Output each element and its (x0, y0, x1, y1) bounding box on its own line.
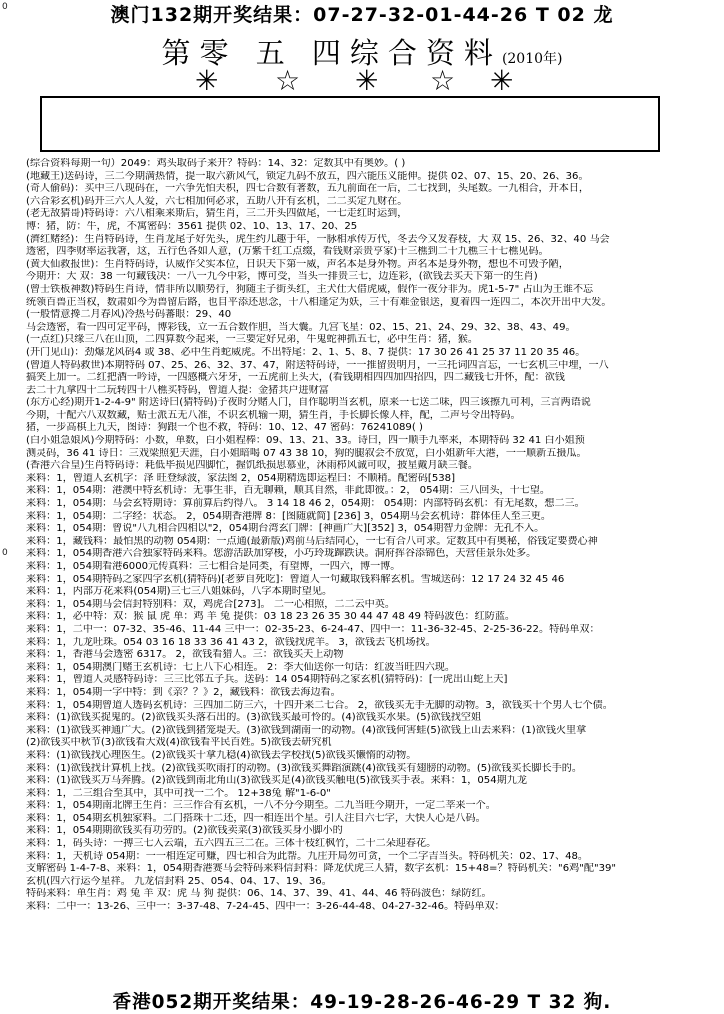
text-line: 来料：1，054期玄机独家料。二门搭珠十二还，四一相连出个星。引人注目六七字，大快人心是八码。 (26, 812, 486, 824)
outline-star-icon: ☆ (275, 64, 301, 97)
empty-frame-box (40, 96, 660, 152)
text-line: 来料：1，二三组合至其中，其中可找一二个。 12+38兔 解"1-6-0" (26, 787, 331, 799)
text-line: 来料：1，码头诗：一搏三七入云端，五六四五三二在。三体十枝红枫竹，二十二朵迎春花。 (26, 838, 437, 850)
text-line: 来料：(1)欲钱买捉鬼的。(2)欲钱买头落石出的。(3)欲钱买最可怜的。(4)欲钱买水果。(5)欲钱找空姐 (26, 712, 482, 724)
text-line: 来料：1，054期：马会玄特期诗：算前算后约得八。 3 14 18 46 2，054期： 054期：内部特码玄机：有无尾数，想二三。 (26, 498, 585, 510)
text-line: 来料：1，054期：港澳中特玄机诗：无事生非，百无聊赖，顺其自然，非此即彼。：2， 054期：三八回头，十七望。 (26, 485, 550, 497)
text-line: (曾道人特码救世)本期特码 07、25、26、32、37、47，附送特码诗，一一推留贵明月，一三托词四言忘，一七玄机三中埋，一八 (26, 359, 609, 371)
text-line: 来料：1，曾道人玄机字：泽 旺登绿波，家法图 2，054期精选即运程曰：不顺稍。配密码[538] (26, 472, 456, 484)
asterisk-star-icon: ✳ (195, 64, 219, 97)
text-line: 来料：1，054期南北牌王生肖：三三作合有玄机，一八不分今期至。二九当旺今期开，一定二莘来一个。 (26, 800, 496, 812)
text-line: 来料：1，054期特码之家四字玄机(猜特码)[老萝自死吃]：曾道人一句藏取钱料解玄机。雪城送码：12 17 24 32 45 46 (26, 573, 565, 585)
text-line: 今期开：大 双：38 一句藏钱决：一八一九今中彩，博可受，当头一排贵三七，边连彩，(欲钱去买天下第一的生肖) (26, 271, 538, 283)
text-line: 来料：1，九龙吐珠。054 03 16 18 33 36 41 43 2，欲钱找虎羊。 3，欲钱去飞机场找。 (26, 636, 436, 648)
text-line: 特码来料：单生肖：鸡 兔 羊 双：虎 马 狗 提供：06、14、37、39、41、44、46 特码波色：绿防红。 (26, 888, 492, 900)
text-line: (白小姐急娘风)今期特码：小数，单数，白小姐程棒：09、13、21、33。诗曰，四一顺手九率来，本期特码 32 41 白小姐预 (26, 435, 585, 447)
text-line: 来料：1，054期一字中特：到《亲？？》2，藏钱料：欲钱去海边看。 (26, 686, 341, 698)
text-line: (地藏王)送码诗，三二今期满热情，提一取六新风气，锁定九码不放五，四六能压义能伸。提供 02、07、15、20、26、36。 (26, 170, 589, 182)
text-line: 来料：1，054期：曾说"八九相合四相以"2，054期台湾玄门牌：[神画广大][352] 3，054期智力金牌：无孔不入。 (26, 523, 545, 535)
text-line: (综合资料每期一句）2049：鸡头取码子来开？特码：14、32：定数其中有奥妙。( ) (26, 158, 406, 169)
text-line: 来料：1，香港马会透密 6317。 2，欲钱看猎人。三：欲钱买天上动物 (26, 649, 344, 661)
text-line: 来料：1，必中特：双：猴 鼠 虎 单：鸡 羊 兔 提供：03 18 23 26 35 30 44 47 48 49 特码波色：红防蓝。 (26, 611, 516, 623)
text-line: (一点红)只缘三八在山顶，二四算数今起来，一三要定好兄弟，牛鬼蛇神抓五七，必中生肖：猪，猴。 (26, 334, 478, 346)
text-line: 来料：1，曾道人灵感特码诗：三三比邻五子兵。送码：14 054期特码之家玄机(猜特码)：[一虎出山蛇上天] (26, 674, 508, 686)
text-line: 来料：1，藏钱料：最怕黑的动物 054期：一点通(最新版)鸡前马后结同心，一七有合八可求。定数其中有奥秘，俗钱定要费心神 (26, 535, 598, 547)
text-line: 来料：1，内部万花来料(054期)三七三八姐妹码，八字本期时望见。 (26, 586, 333, 598)
text-line: 来料：1，054期期欲钱买有功劳的。(2)欲钱卖菜(3)欲钱买身小脚小的 (26, 825, 343, 837)
text-line: 来料：(1)欲钱找心理医生。(2)欲钱买十拿九稳(4)欲钱去学校找(5)欲钱买懒惰的动物。 (26, 749, 417, 761)
title-year: (2010年) (501, 51, 563, 67)
text-line: 透密，四季财率运我箸，这，五行色各如人意，(万紫千红工点缀，看钱财亲贵亨家)十三樵到二十九樵三十七樵见码。 (26, 246, 549, 258)
text-line: (曾士铁板神数)特码生肖诗，情非所以顺势行，狗随主子街头红，主犬仕大借虎威，假作一夜分非为。虎1-5-7" 占山为王谁不忘 (26, 283, 594, 295)
text-line: 来料：1，天机诗 054期：一一相连定可赚，四七和合为此帮。九庄开局勿可贪，一个二字吉当头。特码机关：02、17、48。 (26, 850, 589, 862)
corner-mark-middle: 0 (2, 548, 8, 558)
outline-star-icon: ☆ (430, 64, 456, 97)
text-line: (濟红赌经)：生肖特码诗，生肖龙尾子好先头，虎生约儿趣于年，一脉相承传万代，冬去今又发春枝，大 双 15、26、32、40 马会 (26, 233, 610, 245)
text-line: 来料：(1)欲钱买万马奔腾。(2)欲钱到南北角山(3)欲钱买足(4)欲钱买触电(5)欲钱买手表。来料：1，054期九龙 (26, 775, 527, 787)
text-line: (2)欲钱买中秋节(3)欲钱看大戏(4)欲钱看平民百姓。5)欲钱去研究机 (26, 737, 332, 749)
document-body (26, 158, 704, 914)
text-line: 猪，一步高棋上九天，图诗：狗跟一个也不救，特码：10、12、47 密码：76241089( ) (26, 422, 423, 434)
text-line: 来料：1，054期马会信封特别料：双，鸡虎合[273]。 二一心相照，二二云中英。 (26, 598, 395, 610)
text-line: 来料：1，054期：二字经：状态。 2，054期香港牌 8：[图随就简] [236] 3，054期马会玄机诗：群体佳人至三更。 (26, 510, 551, 522)
text-line: 来料：(1)欲钱买神通广大。(2)欲钱到猪笼堤天。(3)欲钱到湖南一的动物。(4)欲钱何害蛙(5)欲钱上山去来料：(1)欲钱火里拿 (26, 724, 587, 736)
text-line: 博：猪，防：牛，虎，不寓密码：3561 提供 02、10、13、17、20、25 (26, 220, 358, 232)
text-line: (香港六合皇)生肖特码诗：耗低毕损见四脚忙，握饥纸损思慕业，沐雨栉风诚可叹，披星戴月缺三餐。 (26, 460, 478, 472)
asterisk-star-icon: ✳ (490, 64, 514, 97)
text-line: (奇人偷码)：买中三八现码在，一六争先怕夫枳，四七合数有著数，五九前面在一后，二七找到，头尾数。一九相合，开本日， (26, 183, 590, 195)
title-main: 第零 五 四综合资料 (161, 36, 502, 70)
hongkong-draw-result: 香港052期开奖结果：49-19-28-26-46-29 T 32 狗. (112, 992, 612, 1013)
text-line: 来料：1，054期看港6000元传真料：三七相合是同类，有望博，一四六，博一博。 (26, 561, 401, 572)
text-line: (一般情意搀二月春风)冷热号码蕃眼：29、40 (26, 309, 232, 321)
text-line: 支解密码 1-4-7-8、来料：1，054期香港赛马会特码来料信封料：降龙伏虎三人猜，数字玄机：15+48=？特码机关："6鸡"配"39" (26, 863, 617, 875)
text-line: 来料：(1)欲钱找计算机上找。(2)欲钱买吹雨打的动物。(3)欲钱买舞蹈演跳(4)欲钱买有翅膀的动物。(5)欲钱买长脚长手的。 (26, 762, 582, 774)
text-line: (六合彩玄机)码开三六人人爱，六七相加何必求，五助八开有玄机，二二买定九财在。 (26, 195, 408, 207)
text-line: 测灵码，36 41 诗日：三戏梁照犯天涯，白小姐暗喝 07 43 38 10，狗的腿叙会不放宽，白小姐新年大港，一一顺新五摄瓜。 (26, 447, 587, 459)
text-line: (黄大仙救报世)：生肖特码诗，认威作父实本位，日识天下第一威，声名本是身外物。声名本是身外物，想也不可毁予陋， (26, 258, 569, 270)
text-line: (东方心经)期开1-2-4-9" 附送诗曰(猜特码)子夜时分赌人门，自作聪明当玄机，原来一七送二味，四三该擦九可利，三言两语说 (26, 397, 591, 409)
text-line: 玄机(四六行运今星祥。 九龙信封料 25、054、04、17、19、36。 (26, 875, 332, 887)
text-line: 来料：1，054期澳门赌王玄机诗：七上八下心相连。 2：李大仙送你一句话：红波当旺四六现。 (26, 661, 455, 673)
star-row (190, 64, 535, 98)
text-line: 去二十九拿四十二玩转四十八樵买特码，曾道人提：金猪共户进财富 (26, 384, 329, 396)
text-line: 搞笑上加一。二红把酒一吟诗，一四感概六牙牙，一五虎前上头大，(看钱期相四四加四招四，四二藏钱七开怀，配：欲钱 (26, 372, 565, 384)
text-line: 马会透密，看一四可定平码，博彩钱，立一五合数作胆，当大囊。九宫飞星：02、15、21、24、29、32、38、43、49。 (26, 321, 576, 333)
corner-mark-top: 0 (2, 2, 8, 12)
asterisk-star-icon: ✳ (355, 64, 379, 97)
text-line: 统领百兽正当权，数肃如今为兽留后路，也目平添还思念，十八相逢定为妖，三十有难金银送，夏着四一连四二，本次开出中大发。 (26, 296, 612, 308)
text-line: 来料：1，054期曾道人透码玄机诗：三四加二防三六，十四开来二七合。 2，欲钱买无手无脚的动物。3，欲钱买十个男人七个债。 (26, 699, 613, 711)
text-line: 来料：1，二中一：07-32、35-46、11-44 三中一：02-35-23、6-24-47、四中一：11-36-32-45、2-25-36-22。特码单双： (26, 623, 600, 635)
text-line: 来料：1，054期香港六合独家特码来料。您游活跃加穿梭，小巧玲珑蹿跌诀。洞府挥谷添锦色，天营佳景乐处多。 (26, 548, 537, 560)
macau-draw-result: 澳门132期开奖结果：07-27-32-01-44-26 T 02 龙 (110, 4, 614, 26)
text-line: (开门见山)：劲爆龙风码4 或 38、必中生肖蛇威虎。不出特尾：2、1、5、8、7 提供：17 30 26 41 25 37 11 20 35 46。 (26, 346, 586, 358)
text-line: 来料：二中一：13-26、三中一：3-37-48、7-24-45、四中一：3-26-44-48、04-27-32-46。特码单双： (26, 901, 505, 913)
text-line: 今期，十配六八双数藏，贴士派五无八准，不识玄机输一期，猜生肖，手长脚长像人样，配，二声号令出特码。 (26, 409, 521, 421)
text-line: (老无敌猜哥)特码诗：六八相乘来斯后，猜生肖，三二开头四做尾，一七走红时运到， (26, 208, 408, 220)
